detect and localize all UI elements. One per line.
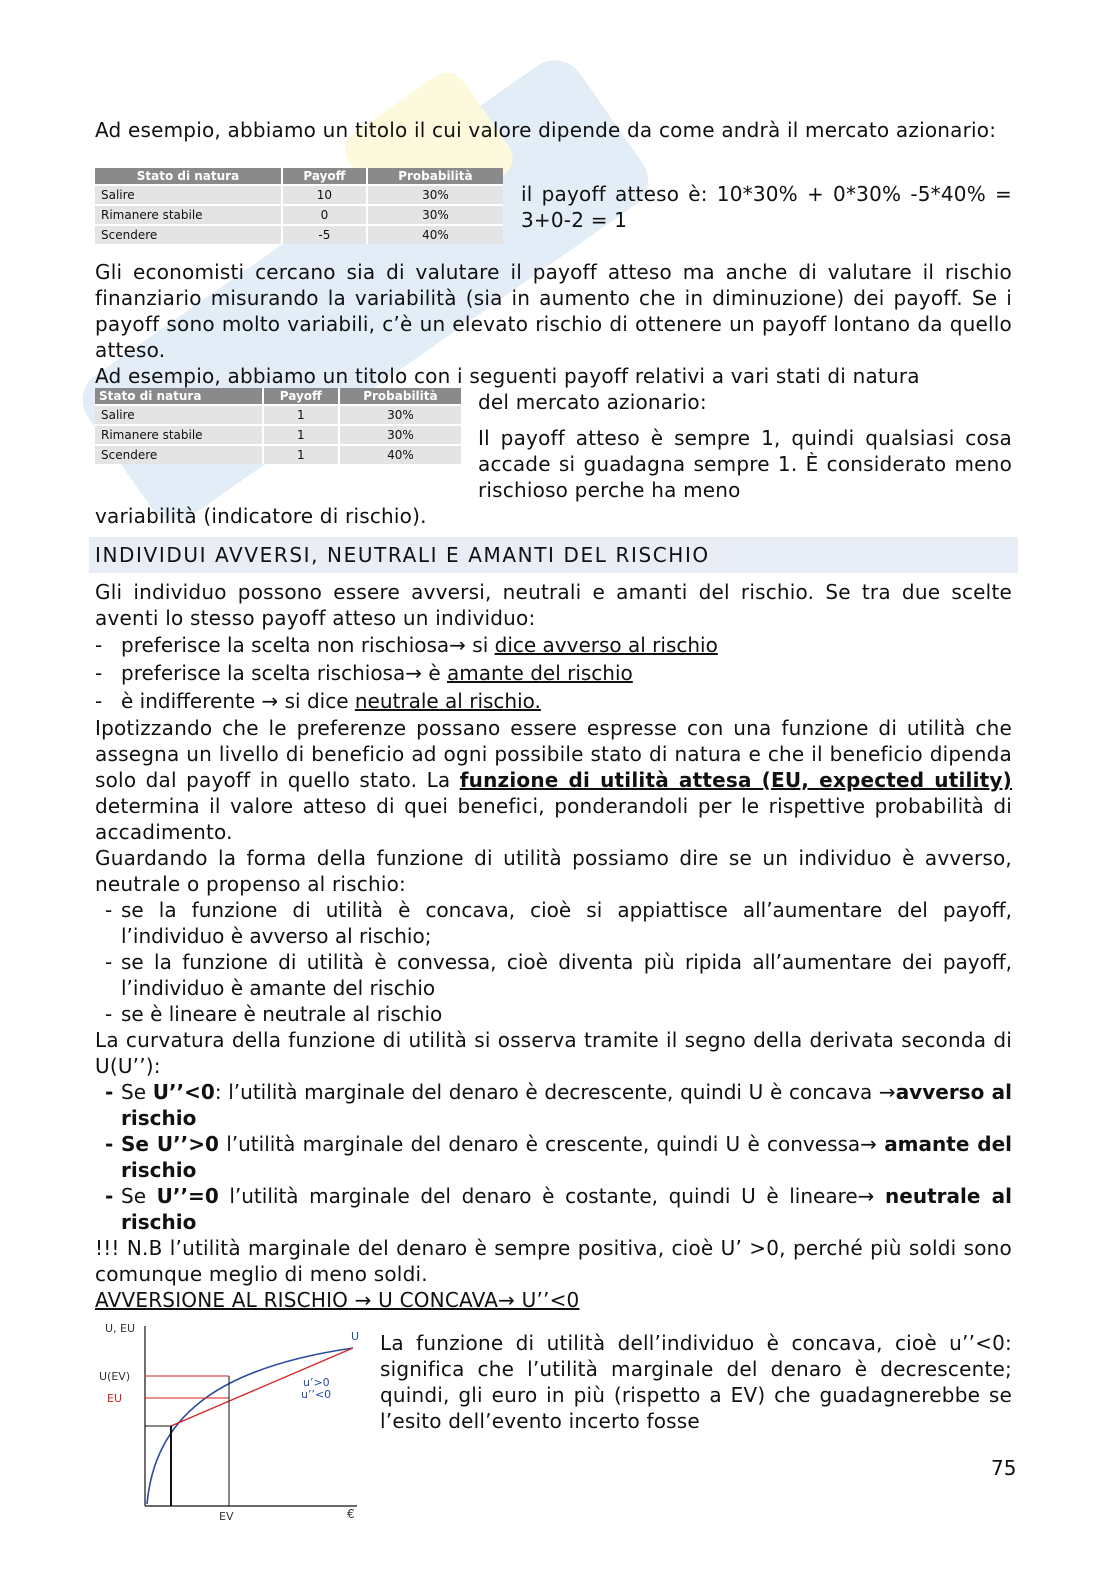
- table-cell: 1: [263, 445, 339, 464]
- list-item: - Se U’’=0 l’utilità marginale del denaro è costante, quindi U è lineare→ neutrale al rischio: [105, 1184, 1012, 1234]
- table-cell: Salire: [95, 405, 263, 425]
- section-body: [95, 579, 1012, 1313]
- table-cell: Salire: [95, 185, 282, 205]
- table-row: [95, 225, 503, 244]
- subheading-aversion: AVVERSIONE AL RISCHIO → U CONCAVA→ U’’<0: [95, 1288, 580, 1312]
- utility-curve: [147, 1348, 353, 1504]
- table-cell: 30%: [367, 205, 503, 225]
- table1-header: Stato di natura: [95, 168, 282, 185]
- u-label: U: [351, 1330, 360, 1343]
- paragraph-curvature: La curvatura della funzione di utilità si osserva tramite il segno della derivata seconda di U(U’’):: [95, 1028, 1012, 1078]
- table-row: [95, 405, 461, 425]
- table-row: [95, 425, 461, 445]
- list-item: - se è lineare è neutrale al rischio: [105, 1002, 443, 1026]
- paragraph-shape: Guardando la forma della funzione di utilità possiamo dire se un individuo è avverso, neutrale o propenso al rischio:: [95, 846, 1012, 896]
- table-cell: Scendere: [95, 225, 282, 244]
- table-cell: 30%: [339, 425, 461, 445]
- table-cell: 30%: [339, 405, 461, 425]
- table-row: [95, 445, 461, 464]
- table1-header: Payoff: [282, 168, 367, 185]
- table2-side-text: [478, 389, 1012, 503]
- table-cell: 40%: [339, 445, 461, 464]
- payoff-table-2: [95, 388, 461, 464]
- paragraph-nb: !!! N.B l’utilità marginale del denaro è sempre positiva, cioè U’ >0, perché più soldi sono comunque meglio di meno soldi.: [95, 1236, 1012, 1286]
- table-cell: Scendere: [95, 445, 263, 464]
- shape-list: [95, 897, 1012, 1027]
- derivative-list: [95, 1079, 1012, 1235]
- table2-header: Stato di natura: [95, 388, 263, 405]
- list-item: - se la funzione di utilità è concava, cioè si appiattisce all’aumentare del payoff, l’individuo è avverso al rischio;: [105, 898, 1012, 948]
- side-text-b: Il payoff atteso è sempre 1, quindi qualsiasi cosa accade si guadagna sempre 1. È considerato meno rischioso perche ha meno: [478, 426, 1012, 502]
- list-item: - se la funzione di utilità è convessa, cioè diventa più ripida all’aumentare dei payoff, l’individuo è amante del rischio: [105, 950, 1012, 1000]
- ev-label: EV: [219, 1510, 234, 1523]
- paragraph-example-2: Ad esempio, abbiamo un titolo con i seguenti payoff relativi a vari stati di natura: [95, 364, 920, 388]
- graph-description: La funzione di utilità dell’individuo è concava, cioè u’’<0: significa che l’utilità marginale del denaro è decrescente; quindi, gli euro in più (rispetto a EV) che guadagnerebbe se l’esito dell’evento incerto fosse: [380, 1331, 1012, 1433]
- side-text-c: variabilità (indicatore di rischio).: [95, 504, 427, 528]
- preference-list: [95, 631, 1012, 715]
- table2-header: Payoff: [263, 388, 339, 405]
- paragraph-individuals: Gli individuo possono essere avversi, neutrali e amanti del rischio. Se tra due scelte aventi lo stesso payoff atteso un individuo:: [95, 580, 1012, 630]
- x-label: €: [347, 1507, 355, 1521]
- expected-payoff-text: il payoff atteso è: 10*30% + 0*30% -5*40% = 3+0-2 = 1: [521, 182, 1012, 232]
- page-number: 75: [991, 1456, 1017, 1480]
- table-cell: 1: [263, 405, 339, 425]
- intro-paragraph: Ad esempio, abbiamo un titolo il cui valore dipende da come andrà il mercato azionario:: [95, 118, 997, 142]
- table-cell: 40%: [367, 225, 503, 244]
- table-cell: Rimanere stabile: [95, 205, 282, 225]
- payoff-table-1: [95, 168, 503, 244]
- table-cell: -5: [282, 225, 367, 244]
- table-cell: Rimanere stabile: [95, 425, 263, 445]
- graph-ylabel: U, EU: [105, 1322, 136, 1335]
- table-cell: 30%: [367, 185, 503, 205]
- derivative-label-1: u’>0: [303, 1376, 330, 1389]
- table-cell: 1: [263, 425, 339, 445]
- derivative-label-2: u’’<0: [301, 1388, 332, 1401]
- paragraph-risk: Gli economisti cercano sia di valutare il payoff atteso ma anche di valutare il rischio finanziario misurando la variabilità (sia in aumento che in diminuzione) dei payoff. Se i payoff sono molto variabili, c’è un elevato rischio di ottenere un payoff lontano da quello atteso.: [95, 260, 1012, 362]
- list-item: - è indifferente → si dice neutrale al rischio.: [95, 689, 541, 713]
- eu-label: EU: [107, 1392, 123, 1405]
- side-text-a: del mercato azionario:: [478, 390, 707, 414]
- list-item: - Se U’’<0: l’utilità marginale del denaro è decrescente, quindi U è concava →avverso al rischio: [105, 1080, 1012, 1130]
- section-heading: INDIVIDUI AVVERSI, NEUTRALI E AMANTI DEL RISCHIO: [89, 537, 1018, 573]
- uev-label: U(EV): [99, 1370, 131, 1383]
- table-cell: 10: [282, 185, 367, 205]
- table-row: [95, 205, 503, 225]
- table1-header: Probabilità: [367, 168, 503, 185]
- list-item: - Se U’’>0 l’utilità marginale del denaro è crescente, quindi U è convessa→ amante del rischio: [105, 1132, 1012, 1182]
- table2-header: Probabilità: [339, 388, 461, 405]
- table-cell: 0: [282, 205, 367, 225]
- list-item: - preferisce la scelta rischiosa→ è amante del rischio: [95, 661, 633, 685]
- paragraph-utility: Ipotizzando che le preferenze possano essere espresse con una funzione di utilità che assegna un livello di beneficio ad ogni possibile stato di natura e che il beneficio dipenda solo dal payoff in quello stato. La funzione di utilità attesa (EU, expected utility) determina il valore atteso di quei benefici, ponderandoli per le rispettive probabilità di accadimento.: [95, 716, 1013, 844]
- table-row: [95, 185, 503, 205]
- list-item: - preferisce la scelta non rischiosa→ si dice avverso al rischio: [95, 633, 718, 657]
- utility-graph: [95, 1318, 365, 1528]
